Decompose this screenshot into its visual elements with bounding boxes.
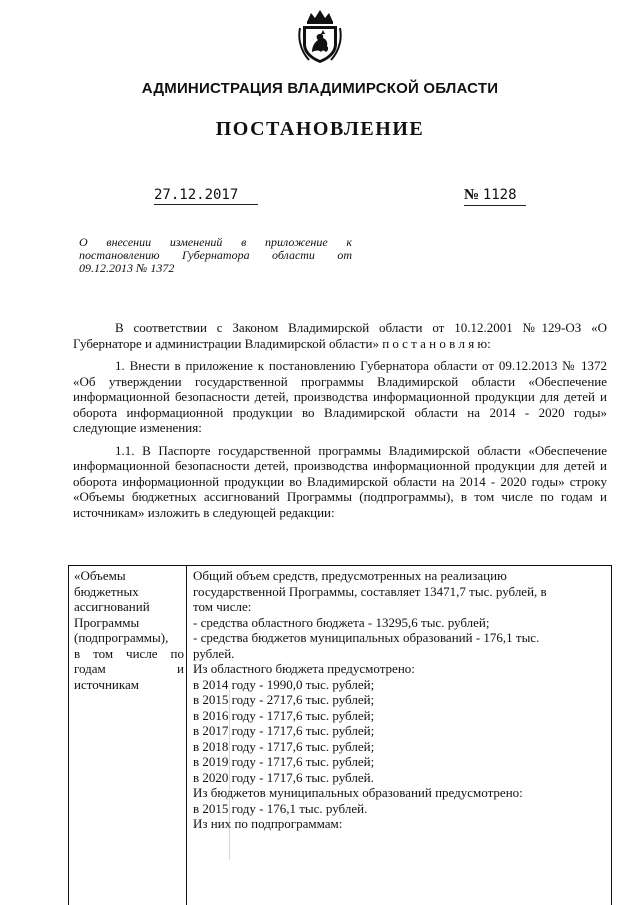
label-line: годам и [74, 661, 184, 676]
value-line: в 2016 году - 1717,6 тыс. рублей; [193, 707, 375, 723]
subject-line: 09.12.2013 № 1372 [79, 261, 175, 275]
budget-table [68, 565, 612, 905]
value-line: в 2018 году - 1717,6 тыс. рублей; [193, 738, 375, 754]
value-line: том числе: [193, 599, 252, 614]
label-line: «Объемы [74, 568, 126, 583]
document-date: 27.12.2017 [154, 187, 258, 205]
table-column-divider [186, 566, 187, 905]
value-line: - средства бюджетов муниципальных образований - 176,1 тыс. [193, 630, 540, 645]
document-number [464, 187, 526, 206]
value-line: Из областного бюджета предусмотрено: [193, 661, 415, 676]
table-label-cell [74, 568, 184, 692]
table-value-cell [193, 568, 598, 832]
label-line: Программы [74, 614, 140, 630]
label-line: источникам [74, 676, 139, 692]
body-paragraph: 1. Внести в приложение к постановлению Губернатора области от 09.12.2013 № 1372 «Об утверждении государственной программы Владимирской области «Обеспечение информационной безопасности детей, производства информационной продукции для детей и оборота информационной продукции во Владимирской области на 2014 - 2020 годы» следующие изменения: [73, 358, 607, 435]
body-text [73, 320, 607, 527]
value-line: рублей. [193, 645, 235, 661]
value-line: в 2020 году - 1717,6 тыс. рублей. [193, 769, 374, 785]
number-prefix: № [464, 187, 480, 203]
subject-line: постановлению Губернатора области от [79, 248, 352, 262]
coat-of-arms-icon [297, 8, 343, 64]
label-line: в том числе по [74, 645, 184, 661]
scan-artifact-line [229, 690, 230, 860]
value-line: в 2015 году - 2717,6 тыс. рублей; [193, 692, 375, 707]
number-value: 1128 [482, 187, 517, 203]
subject-block [79, 236, 352, 275]
value-line: в 2019 году - 1717,6 тыс. рублей; [193, 754, 375, 769]
value-line: в 2017 году - 1717,6 тыс. рублей; [193, 723, 375, 738]
value-line: Общий объем средств, предусмотренных на реализацию [193, 568, 507, 583]
organization-title: АДМИНИСТРАЦИЯ ВЛАДИМИРСКОЙ ОБЛАСТИ [141, 80, 499, 97]
value-line: в 2014 году - 1990,0 тыс. рублей; [193, 676, 375, 692]
value-line: Из них по подпрограммам: [193, 816, 343, 831]
value-line: - средства областного бюджета - 13295,6 тыс. рублей; [193, 614, 490, 630]
body-paragraph: 1.1. В Паспорте государственной программы Владимирской области «Обеспечение информационной безопасности детей, производства информационной продукции для детей и оборота информационной продукции во Владимирской области на 2014 - 2020 годы» строку «Объемы бюджетных ассигнований Программы (подпрограммы), в том числе по годам и источникам» изложить в следующей редакции: [73, 442, 607, 520]
label-line: (подпрограммы), [74, 630, 169, 645]
value-line: Из бюджетов муниципальных образований предусмотрено: [193, 785, 523, 800]
value-line: в 2015 году - 176,1 тыс. рублей. [193, 800, 368, 816]
value-line: государственной Программы, составляет 13471,7 тыс. рублей, в [193, 583, 547, 599]
subject-line: О внесении изменений в приложение к [79, 235, 352, 249]
body-paragraph: В соответствии с Законом Владимирской области от 10.12.2001 №129-ОЗ «О Губернаторе и администрации Владимирской области» п о с т а н о в л я ю: [73, 320, 607, 351]
label-line: бюджетных [74, 583, 139, 599]
label-line: ассигнований [74, 599, 150, 614]
document-type-heading: ПОСТАНОВЛЕНИЕ [215, 118, 425, 140]
